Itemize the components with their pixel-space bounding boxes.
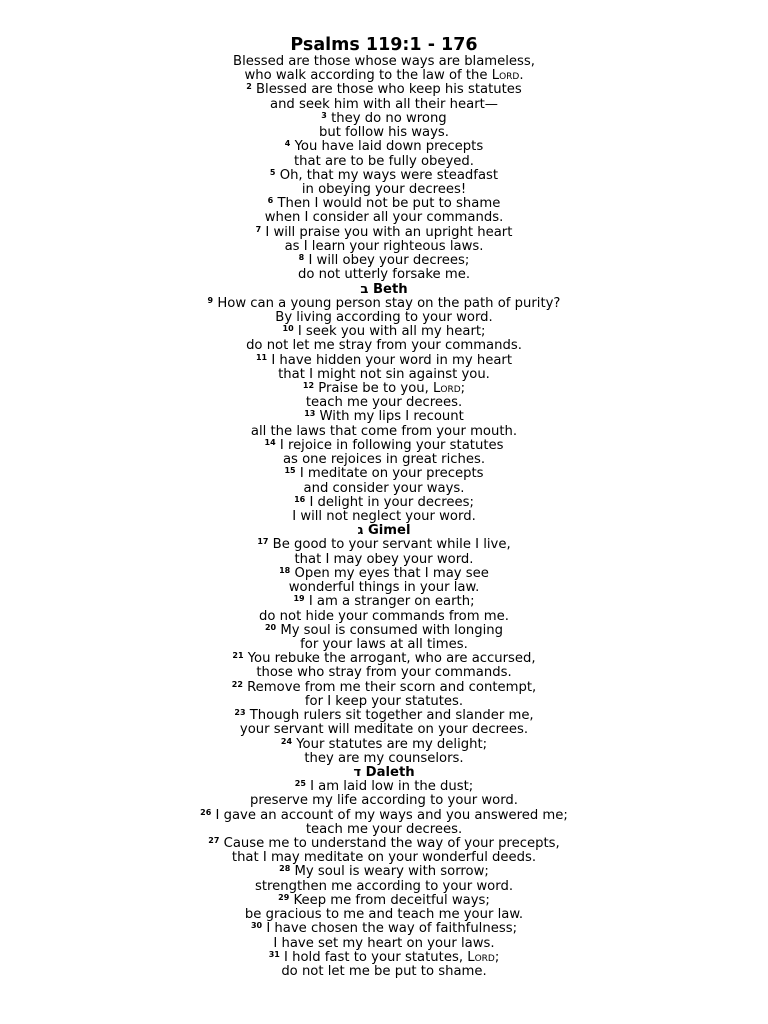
verse-text: I will obey your decrees;	[308, 253, 470, 269]
verse-text: your servant will meditate on your decrees.	[239, 722, 529, 738]
verse-line	[0, 738, 768, 752]
verse-line	[0, 894, 768, 908]
verse-text: in obeying your decrees!	[301, 181, 467, 197]
verse-text: they do no wrong	[331, 110, 447, 126]
verse-text: I delight in your decrees;	[309, 494, 474, 510]
verse-line	[0, 98, 768, 112]
verse-number: 31	[268, 949, 280, 959]
verse-text: strengthen me according to your word.	[254, 878, 514, 894]
verse-line	[0, 510, 768, 524]
verse-line	[0, 780, 768, 794]
verse-text: I will praise you with an upright heart	[265, 224, 513, 240]
verse-number: 17	[257, 537, 269, 547]
verse-line	[0, 382, 768, 396]
verse-text: I am a stranger on earth;	[308, 594, 475, 610]
verse-text: when I consider all your commands.	[264, 210, 504, 226]
verse-number: 18	[279, 565, 291, 575]
verse-number: 19	[293, 594, 305, 604]
verse-text: Though rulers sit together and slander me,	[249, 708, 534, 724]
verse-number: 20	[264, 622, 277, 632]
verse-line	[0, 240, 768, 254]
verse-text: With my lips I recount	[319, 409, 464, 425]
verse-number: 25	[294, 779, 306, 789]
verse-text: I seek you with all my heart;	[297, 324, 486, 340]
verse-text: preserve my life according to your word.	[250, 793, 518, 809]
verse-text: that are to be fully obeyed.	[294, 153, 474, 169]
verse-line	[0, 496, 768, 510]
verse-line	[0, 538, 768, 552]
verse-number: 23	[234, 708, 246, 718]
verse-text: who walk according to the law of the Lord.	[244, 68, 524, 84]
verse-text: do not let me be put to shame.	[281, 964, 487, 979]
verse-text: Then I would not be put to shame	[277, 196, 501, 212]
verse-text: Open my eyes that I may see	[294, 565, 489, 581]
verse-text: they are my counselors.	[304, 750, 464, 766]
verse-text: that I might not sin against you.	[278, 366, 490, 382]
verse-number: 11	[255, 352, 268, 362]
verse-line	[0, 937, 768, 951]
verse-text: I hold fast to your statutes, Lord;	[284, 949, 500, 965]
verse-text: My soul is weary with sorrow;	[294, 864, 489, 880]
verse-number: 30	[250, 921, 263, 931]
verse-text: that I may obey your word.	[294, 551, 474, 567]
verse-text: By living according to your word.	[275, 309, 493, 325]
verse-text: Blessed are those who keep his statutes	[255, 82, 522, 98]
verse-line	[0, 197, 768, 211]
verse-text: do not utterly forsake me.	[297, 267, 471, 283]
verse-number: 12	[302, 381, 315, 391]
verse-line	[0, 297, 768, 311]
verse-line	[0, 425, 768, 439]
verse-number: 14	[264, 437, 276, 447]
verse-line	[0, 809, 768, 823]
verse-number: 16	[294, 494, 306, 504]
section-heading: ב Beth	[360, 281, 408, 297]
verse-line	[0, 482, 768, 496]
verse-text: for your laws at all times.	[300, 636, 468, 652]
verse-text: I have chosen the way of faithfulness;	[266, 921, 518, 937]
verse-line	[0, 880, 768, 894]
verse-number: 10	[282, 324, 294, 334]
verse-line	[0, 368, 768, 382]
verse-line	[0, 254, 768, 268]
verse-text: Cause me to understand the way of your precepts,	[223, 836, 560, 852]
verse-line	[0, 908, 768, 922]
verse-line	[0, 140, 768, 154]
verse-text: Praise be to you, Lord;	[318, 381, 466, 397]
verse-number: 15	[284, 466, 296, 476]
verse-text: Blessed are those whose ways are blameless,	[233, 54, 535, 69]
verse-line	[0, 396, 768, 410]
verse-line	[0, 851, 768, 865]
verse-line	[0, 652, 768, 666]
verse-number: 4	[284, 139, 291, 149]
verse-line	[0, 553, 768, 567]
verse-line	[0, 638, 768, 652]
verse-line	[0, 55, 768, 69]
verse-text: and consider your ways.	[303, 480, 465, 496]
verse-text: I gave an account of my ways and you answered me;	[215, 807, 568, 823]
verse-number: 8	[298, 253, 305, 263]
verse-line	[0, 126, 768, 140]
verse-text: as I learn your righteous laws.	[284, 238, 484, 254]
verse-text: but follow his ways.	[319, 125, 449, 141]
verse-number: 2	[246, 82, 252, 92]
verse-text: wonderful things in your law.	[288, 580, 480, 596]
verse-text: be gracious to me and teach me your law.	[244, 907, 524, 923]
verse-text: You have laid down precepts	[294, 139, 484, 155]
verse-number: 22	[231, 679, 243, 689]
verse-text: teach me your decrees.	[305, 395, 463, 411]
verse-text: and seek him with all their heart—	[269, 96, 498, 112]
verse-line	[0, 155, 768, 169]
verse-text: Your statutes are my delight;	[296, 736, 488, 752]
verse-number: 3	[321, 110, 327, 120]
verse-number: 7	[255, 224, 262, 234]
verse-text: Oh, that my ways were steadfast	[279, 167, 499, 183]
verse-line	[0, 965, 768, 979]
verse-text: I meditate on your precepts	[299, 466, 484, 482]
verse-line	[0, 69, 768, 83]
verse-line	[0, 794, 768, 808]
verse-text: I have hidden your word in my heart	[271, 352, 513, 368]
verse-line	[0, 467, 768, 481]
verse-text: that I may meditate on your wonderful deeds.	[231, 850, 537, 866]
verse-line	[0, 83, 768, 97]
verse-line	[0, 752, 768, 766]
verse-line	[0, 666, 768, 680]
verse-line	[0, 709, 768, 723]
section-heading: ד Daleth	[353, 764, 415, 780]
verse-text: My soul is consumed with longing	[280, 622, 504, 638]
section-heading: ג Gimel	[357, 523, 411, 539]
verse-number: 24	[280, 736, 293, 746]
verse-text: How can a young person stay on the path of purity?	[217, 295, 561, 311]
verse-line	[0, 354, 768, 368]
verse-line	[0, 823, 768, 837]
verse-line	[0, 226, 768, 240]
verse-number: 29	[278, 892, 290, 902]
verse-line	[0, 211, 768, 225]
verse-line	[0, 169, 768, 183]
psalm-text	[0, 55, 768, 979]
verse-number: 21	[232, 651, 244, 661]
verse-line	[0, 439, 768, 453]
verse-text: I am laid low in the dust;	[310, 779, 474, 795]
verse-number: 13	[304, 409, 316, 419]
verse-text: I have set my heart on your laws.	[273, 935, 495, 951]
verse-text: teach me your decrees.	[305, 821, 463, 837]
verse-line	[0, 410, 768, 424]
verse-line	[0, 339, 768, 353]
verse-number: 9	[207, 295, 214, 305]
verse-line	[0, 723, 768, 737]
verse-line	[0, 325, 768, 339]
verse-text: for I keep your statutes.	[304, 693, 464, 709]
verse-line	[0, 865, 768, 879]
verse-line	[0, 681, 768, 695]
verse-text: I will not neglect your word.	[292, 509, 476, 524]
verse-number: 27	[208, 836, 220, 846]
verse-line	[0, 268, 768, 282]
verse-line	[0, 581, 768, 595]
verse-text: I rejoice in following your statutes	[279, 437, 504, 453]
verse-text: do not let me stray from your commands.	[246, 338, 522, 354]
verse-number: 26	[200, 807, 212, 817]
verse-line	[0, 837, 768, 851]
verse-text: all the laws that come from your mouth.	[250, 423, 518, 439]
verse-line	[0, 624, 768, 638]
verse-line	[0, 610, 768, 624]
verse-text: as one rejoices in great riches.	[282, 452, 486, 468]
verse-line	[0, 183, 768, 197]
verse-number: 28	[279, 864, 291, 874]
verse-line	[0, 595, 768, 609]
verse-text: Keep me from deceitful ways;	[293, 892, 490, 908]
verse-line	[0, 695, 768, 709]
verse-line	[0, 951, 768, 965]
verse-text: do not hide your commands from me.	[259, 608, 509, 624]
verse-line	[0, 453, 768, 467]
verse-line	[0, 112, 768, 126]
verse-text: Be good to your servant while I live,	[272, 537, 511, 553]
verse-text: You rebuke the arrogant, who are accursed,	[247, 651, 536, 667]
verse-line	[0, 567, 768, 581]
verse-line	[0, 311, 768, 325]
verse-number: 5	[269, 167, 276, 177]
verse-number: 6	[267, 196, 274, 206]
verse-text: Remove from me their scorn and contempt,	[247, 679, 537, 695]
page-title: Psalms 119:1 - 176	[290, 35, 478, 55]
verse-text: those who stray from your commands.	[256, 665, 512, 681]
verse-line	[0, 922, 768, 936]
